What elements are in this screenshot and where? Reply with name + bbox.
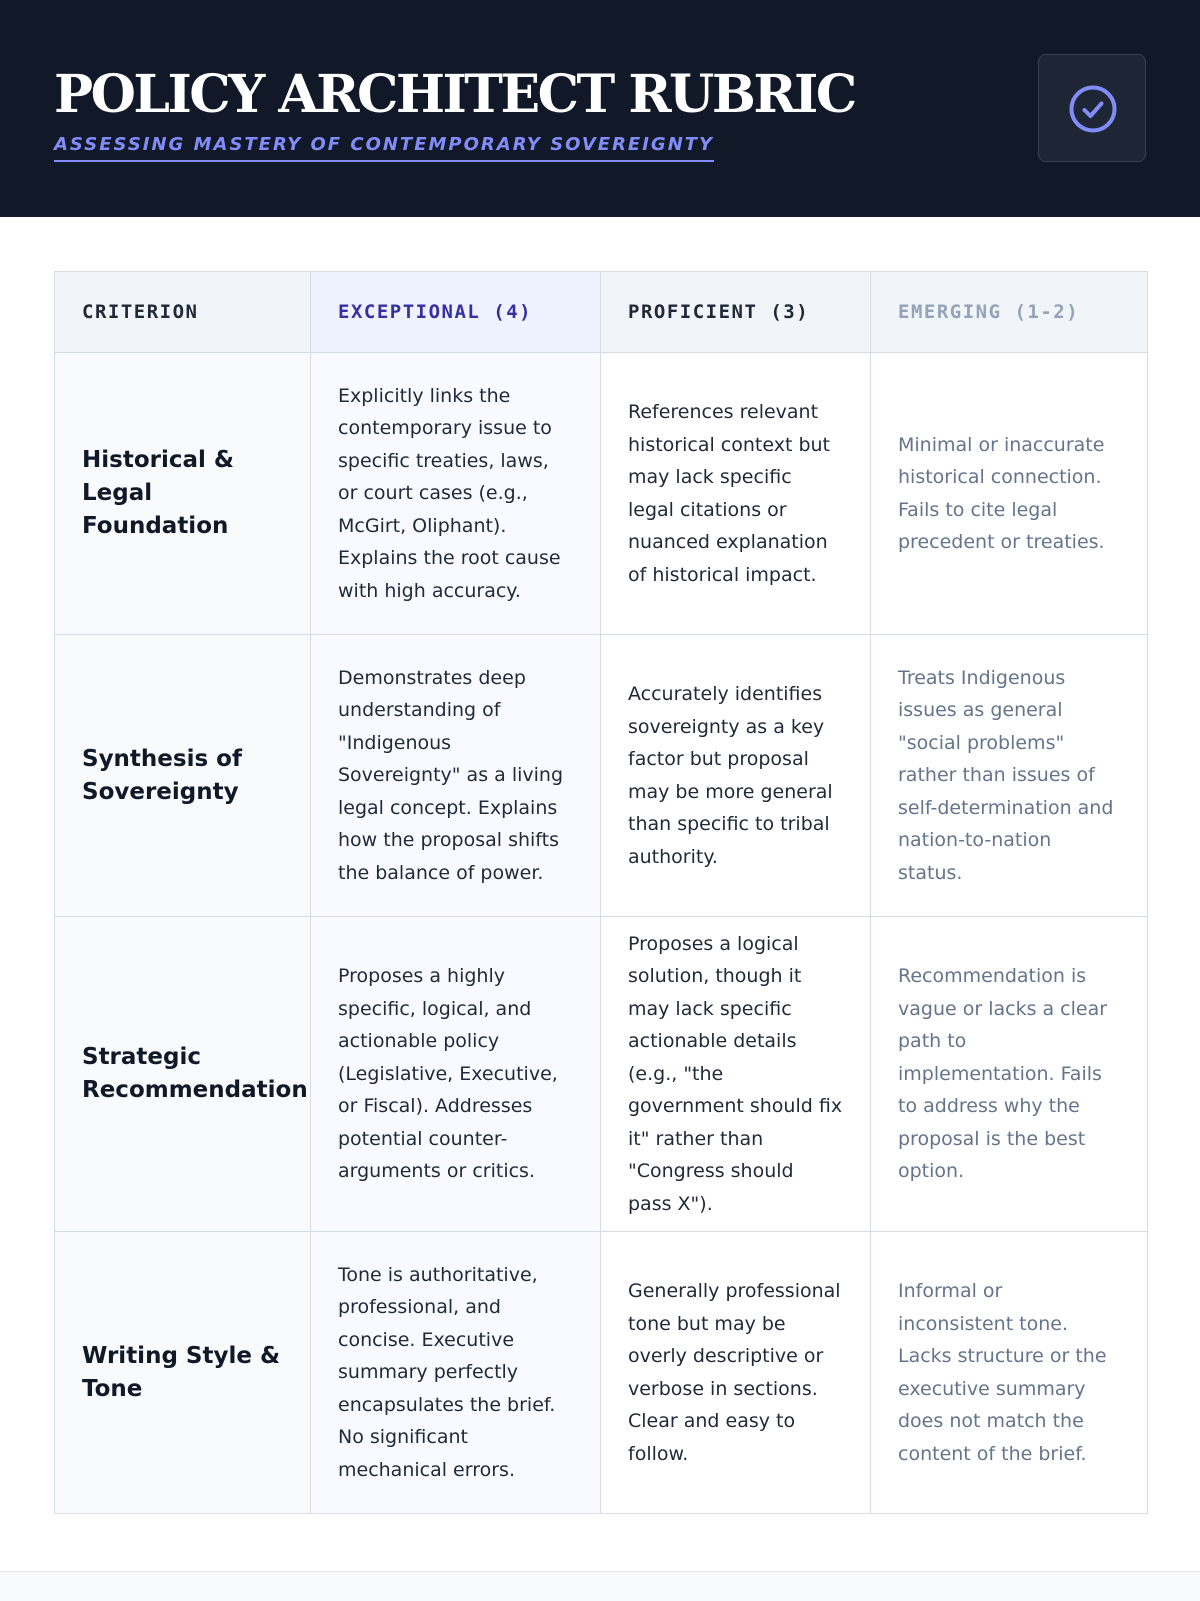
table-header-row [55,272,1148,353]
table-row [55,1232,1148,1514]
exceptional-cell: Tone is authoritative, professional, and concise. Executive summary perfectly encapsulates the brief. No significant mechanical errors. [311,1232,601,1514]
proficient-cell: Accurately identifies sovereignty as a key factor but proposal may be more general than specific to tribal authority. [601,635,871,917]
rubric-table [54,271,1148,1514]
proficient-cell: Generally professional tone but may be overly descriptive or verbose in sections. Clear and easy to follow. [601,1232,871,1514]
emerging-cell: Minimal or inaccurate historical connection. Fails to cite legal precedent or treaties. [871,353,1148,635]
page-title: POLICY ARCHITECT RUBRIC [54,64,855,125]
exceptional-cell: Proposes a highly specific, logical, and actionable policy (Legislative, Executive, or Fiscal). Addresses potential counter-arguments or critics. [311,917,601,1232]
header-badge [1038,54,1146,162]
column-header-emerging: EMERGING (1-2) [871,272,1148,353]
exceptional-cell: Demonstrates deep understanding of "Indigenous Sovereignty" as a living legal concept. Explains how the proposal shifts the balance of power. [311,635,601,917]
exceptional-cell: Explicitly links the contemporary issue to specific treaties, laws, or court cases (e.g., McGirt, Oliphant). Explains the root cause with high accuracy. [311,353,601,635]
criterion-cell: Strategic Recommendation [55,917,311,1232]
rubric-table-container [54,271,1147,1514]
criterion-cell: Historical & Legal Foundation [55,353,311,635]
table-row [55,917,1148,1232]
emerging-cell: Recommendation is vague or lacks a clear path to implementation. Fails to address why the proposal is the best option. [871,917,1148,1232]
proficient-cell: Proposes a logical solution, though it may lack specific actionable details (e.g., "the government should fix it" rather than "Congress should pass X"). [601,917,871,1232]
criterion-cell: Synthesis of Sovereignty [55,635,311,917]
check-circle-icon [1069,85,1117,133]
emerging-cell: Treats Indigenous issues as general "social problems" rather than issues of self-determination and nation-to-nation status. [871,635,1148,917]
emerging-cell: Informal or inconsistent tone. Lacks structure or the executive summary does not match the content of the brief. [871,1232,1148,1514]
column-header-exceptional: EXCEPTIONAL (4) [311,272,601,353]
page-subtitle: ASSESSING MASTERY OF CONTEMPORARY SOVEREIGNTY [54,133,714,162]
criterion-cell: Writing Style & Tone [55,1232,311,1514]
column-header-proficient: PROFICIENT (3) [601,272,871,353]
table-row [55,635,1148,917]
table-row [55,353,1148,635]
page-header [0,0,1200,217]
page-footer [0,1571,1200,1601]
proficient-cell: References relevant historical context but may lack specific legal citations or nuanced explanation of historical impact. [601,353,871,635]
column-header-criterion: CRITERION [55,272,311,353]
